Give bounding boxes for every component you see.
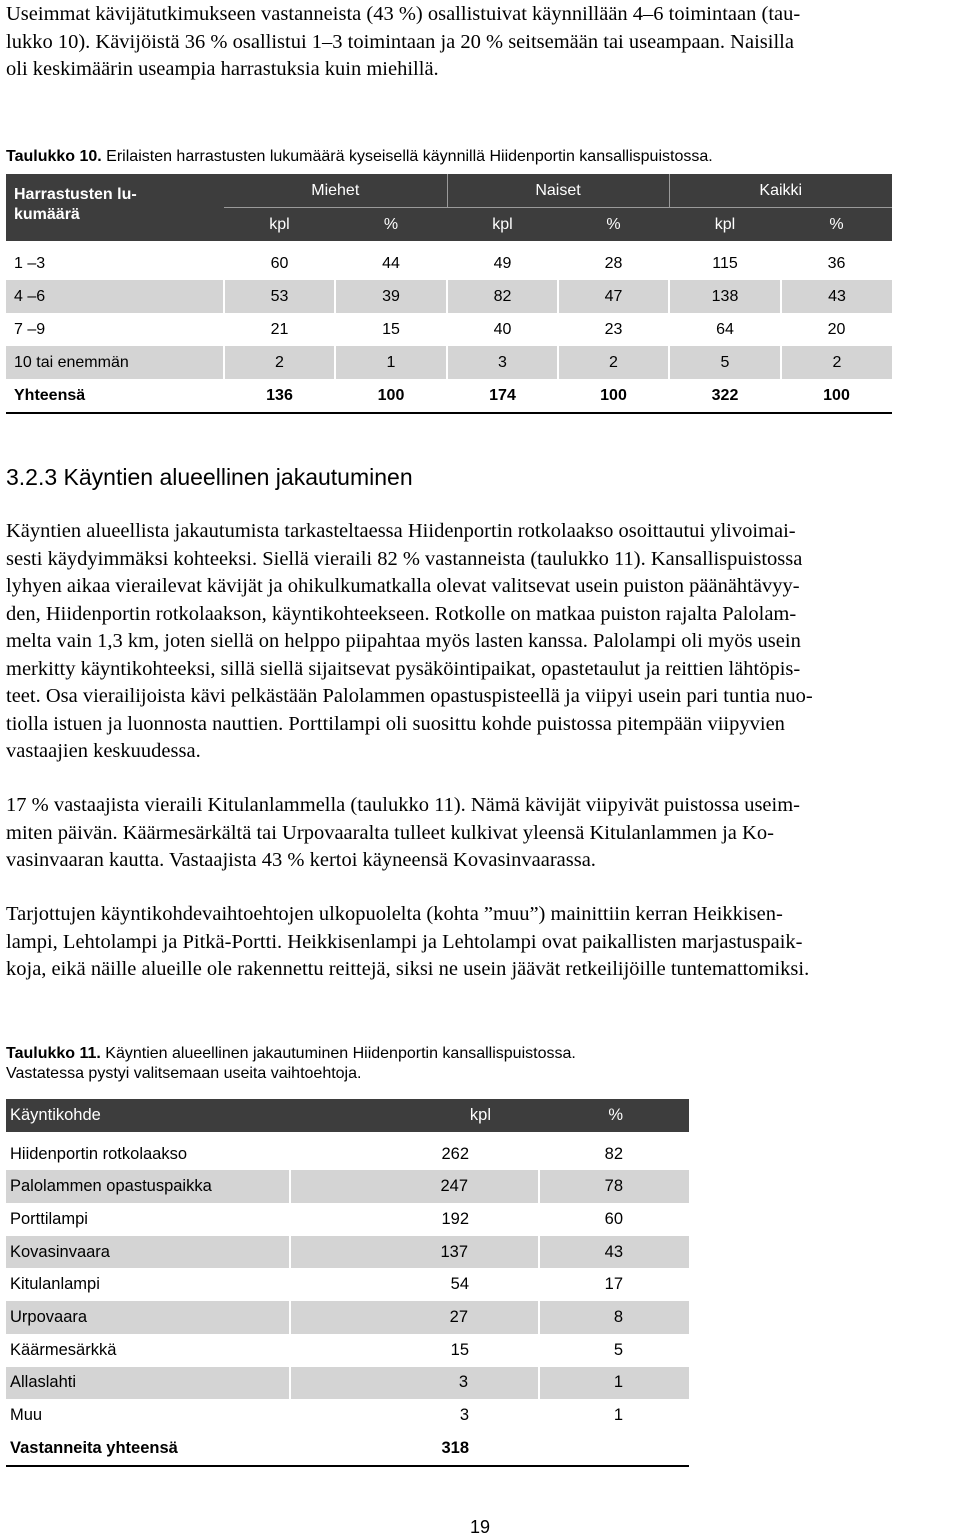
cell: 64 — [669, 313, 781, 346]
table10 — [6, 174, 892, 414]
section-paragraph-2 — [6, 792, 956, 875]
table-row — [6, 1399, 689, 1432]
intro-line: oli keskimäärin useampia harrastuksia kuin miehillä. — [6, 58, 439, 80]
para-line: teet. Osa vierailijoista kävi pelkästään Palolammen opastuspisteellä ja viipyi usein pari tuntia nuo- — [6, 685, 813, 707]
table-row — [6, 247, 892, 280]
cell: 49 — [447, 247, 558, 280]
para-line: miten päivän. Käärmesärkältä tai Urpovaaralta tulleet kulkivat yleensä Kitulanlammen ja Ko- — [6, 821, 774, 844]
page-number: 19 — [469, 1517, 491, 1537]
row-label: Kovasinvaara — [6, 1236, 290, 1269]
row-label: 4 –6 — [6, 280, 224, 313]
cell-kpl: 318 — [290, 1432, 539, 1466]
cell-pct: 5 — [613, 1340, 623, 1359]
cell: 2 — [781, 346, 892, 379]
cell: 21 — [224, 313, 335, 346]
cell-kpl: 3 — [290, 1367, 539, 1400]
para-line: melta vain 1,3 km, joten siellä on helppo piipahtaa myös lasten kanssa. Palolampi oli myös usein — [6, 630, 801, 652]
row-label: Hiidenportin rotkolaakso — [10, 1144, 188, 1163]
cell: 3 — [447, 346, 558, 379]
cell: 2 — [224, 346, 335, 379]
cell-pct: 1 — [539, 1367, 689, 1400]
row-label: Käärmesärkkä — [10, 1340, 117, 1359]
group-header-kaikki: Kaikki — [669, 174, 892, 208]
cell: 100 — [781, 379, 892, 413]
row-label: Vastanneita yhteensä — [6, 1432, 290, 1466]
table-row — [6, 1236, 689, 1269]
row-label: Muu — [10, 1406, 43, 1425]
subheader-pct: % — [781, 208, 892, 242]
table-row — [6, 1138, 689, 1171]
para-line: tiolla istuen ja luonnosta nauttien. Porttilampi oli suosittu kohde puistossa pitempään viipyvien — [6, 712, 785, 735]
para-line: merkitty käyntikohteeksi, sillä siellä sijaitsevat pysäköintipaikat, opastetaulut ja reittien lähtöpis- — [6, 657, 801, 680]
table-total-row — [6, 1432, 689, 1466]
row-label: Allaslahti — [6, 1367, 290, 1400]
cell: 20 — [781, 313, 892, 346]
para-line: sesti käydyimmäksi kohteeksi. Siellä vieraili 82 % vastanneista (taulukko 11). Kansallispuistossa — [6, 547, 803, 570]
cell-pct: 8 — [539, 1301, 689, 1334]
intro-paragraph — [6, 1, 956, 84]
table10-header-row-1 — [6, 174, 892, 208]
cell: 15 — [335, 313, 447, 346]
table11-header-row — [6, 1099, 689, 1132]
cell-pct: 43 — [539, 1236, 689, 1269]
row-header-line: kumäärä — [14, 206, 80, 223]
cell: 115 — [669, 247, 781, 280]
cell: 28 — [558, 247, 669, 280]
cell: 82 — [447, 280, 558, 313]
cell: 36 — [781, 247, 892, 280]
intro-line: lukko 10). Kävijöistä 36 % osallistui 1–3 toimintaan ja 20 % seitsemään tai useampaan. Naisilla — [6, 30, 794, 53]
group-header-miehet: Miehet — [224, 174, 447, 208]
table11 — [6, 1099, 689, 1467]
row-label: Urpovaara — [6, 1301, 290, 1334]
cell-kpl: 262 — [441, 1144, 469, 1163]
table10-caption — [6, 147, 713, 167]
cell: 2 — [558, 346, 669, 379]
cell-kpl: 137 — [290, 1236, 539, 1269]
para-line: lyhyen aikaa vierailevat kävijät ja ohikulkumatkalla olevat valitsevat usein puiston päänähtävyy- — [6, 575, 800, 597]
cell-kpl: 27 — [290, 1301, 539, 1334]
row-header-line: Harrastusten lu- — [14, 186, 137, 203]
header-kayntikohde: Käyntikohde — [6, 1099, 290, 1132]
table10-row-header — [6, 174, 224, 241]
cell-kpl: 247 — [290, 1170, 539, 1203]
cell: 39 — [335, 280, 447, 313]
table-row — [6, 1268, 689, 1301]
cell-kpl: 3 — [459, 1406, 469, 1425]
para-line: den, Hiidenportin rotkolaakson, käyntikohteekseen. Rotkolle on matkaa puiston rajalta Palolam- — [6, 602, 797, 625]
row-label: Palolammen opastuspaikka — [6, 1170, 290, 1203]
cell: 43 — [781, 280, 892, 313]
cell-pct: 17 — [604, 1275, 623, 1294]
table-total-row — [6, 379, 892, 413]
intro-line: Useimmat kävijätutkimukseen vastanneista (43 %) osallistuivat käynnillään 4–6 toimintaan (tau- — [6, 3, 801, 25]
para-line: vasinvaaran kautta. Vastaajista 43 % kertoi käyneensä Kovasinvaarassa. — [6, 849, 596, 871]
table-row — [6, 280, 892, 313]
table-row — [6, 1170, 689, 1203]
subheader-kpl: kpl — [669, 208, 781, 242]
section-heading: 3.2.3 Käyntien alueellinen jakautuminen — [6, 464, 413, 490]
header-pct: % — [539, 1099, 689, 1132]
para-line: lampi, Lehtolampi ja Pitkä-Portti. Heikkisenlampi ja Lehtolampi ovat paikallisten marjastuspaik- — [6, 930, 803, 953]
row-label: Porttilampi — [10, 1209, 88, 1228]
para-line: koja, eikä näille alueille ole rakennettu reittejä, siksi ne usein jäävät retkeilijöille tuntemattomiksi. — [6, 958, 810, 980]
table11-caption-text: Käyntien alueellinen jakautuminen Hiidenportin kansallispuistossa. — [100, 1045, 576, 1062]
cell-kpl: 192 — [441, 1209, 469, 1228]
subheader-kpl: kpl — [447, 208, 558, 242]
table-row — [6, 1301, 689, 1334]
table11-caption-label: Taulukko 11. — [6, 1045, 101, 1062]
cell: 1 — [335, 346, 447, 379]
cell: 100 — [335, 379, 447, 413]
row-label: 10 tai enemmän — [6, 346, 224, 379]
table11-caption — [6, 1044, 576, 1084]
cell: 322 — [669, 379, 781, 413]
cell-pct: 82 — [604, 1144, 623, 1163]
cell-kpl: 15 — [450, 1340, 469, 1359]
table-row — [6, 1367, 689, 1400]
group-header-naiset: Naiset — [447, 174, 669, 208]
cell: 53 — [224, 280, 335, 313]
para-line: Tarjottujen käyntikohdevaihtoehtojen ulkopuolelta (kohta ”muu”) mainittiin kerran Heikkisen- — [6, 903, 783, 925]
cell: 5 — [669, 346, 781, 379]
table-row — [6, 346, 892, 379]
table-row — [6, 1334, 689, 1367]
cell: 44 — [335, 247, 447, 280]
row-label: Yhteensä — [6, 379, 224, 413]
cell: 23 — [558, 313, 669, 346]
subheader-pct: % — [558, 208, 669, 242]
header-kpl: kpl — [290, 1099, 539, 1132]
cell: 138 — [669, 280, 781, 313]
table-row — [6, 313, 892, 346]
section-paragraph-3 — [6, 901, 956, 984]
para-line: Käyntien alueellista jakautumista tarkasteltaessa Hiidenportin rotkolaakso osoittautui ylivoimai- — [6, 520, 796, 542]
subheader-pct: % — [335, 208, 447, 242]
cell: 100 — [558, 379, 669, 413]
table10-caption-label: Taulukko 10. — [6, 148, 102, 165]
cell-pct: 78 — [539, 1170, 689, 1203]
row-label: 1 –3 — [6, 247, 224, 280]
row-label: Kitulanlampi — [10, 1275, 100, 1294]
subheader-kpl: kpl — [224, 208, 335, 242]
section-paragraph-1 — [6, 518, 956, 766]
cell-pct: 60 — [604, 1209, 623, 1228]
cell: 60 — [224, 247, 335, 280]
cell: 136 — [224, 379, 335, 413]
row-label: 7 –9 — [6, 313, 224, 346]
table10-caption-text: Erilaisten harrastusten lukumäärä kyseisellä käynnillä Hiidenportin kansallispuistossa. — [101, 148, 713, 165]
cell-pct — [539, 1432, 689, 1466]
cell: 47 — [558, 280, 669, 313]
cell: 40 — [447, 313, 558, 346]
cell: 174 — [447, 379, 558, 413]
table-row — [6, 1203, 689, 1236]
para-line: 17 % vastaajista vieraili Kitulanlammella (taulukko 11). Nämä kävijät viipyivät puistossa useim- — [6, 794, 800, 816]
cell-pct: 1 — [613, 1406, 623, 1425]
cell-kpl: 54 — [450, 1275, 469, 1294]
table11-caption-line2: Vastatessa pystyi valitsemaan useita vaihtoehtoja. — [6, 1065, 362, 1082]
para-line: vastaajien keskuudessa. — [6, 740, 201, 762]
